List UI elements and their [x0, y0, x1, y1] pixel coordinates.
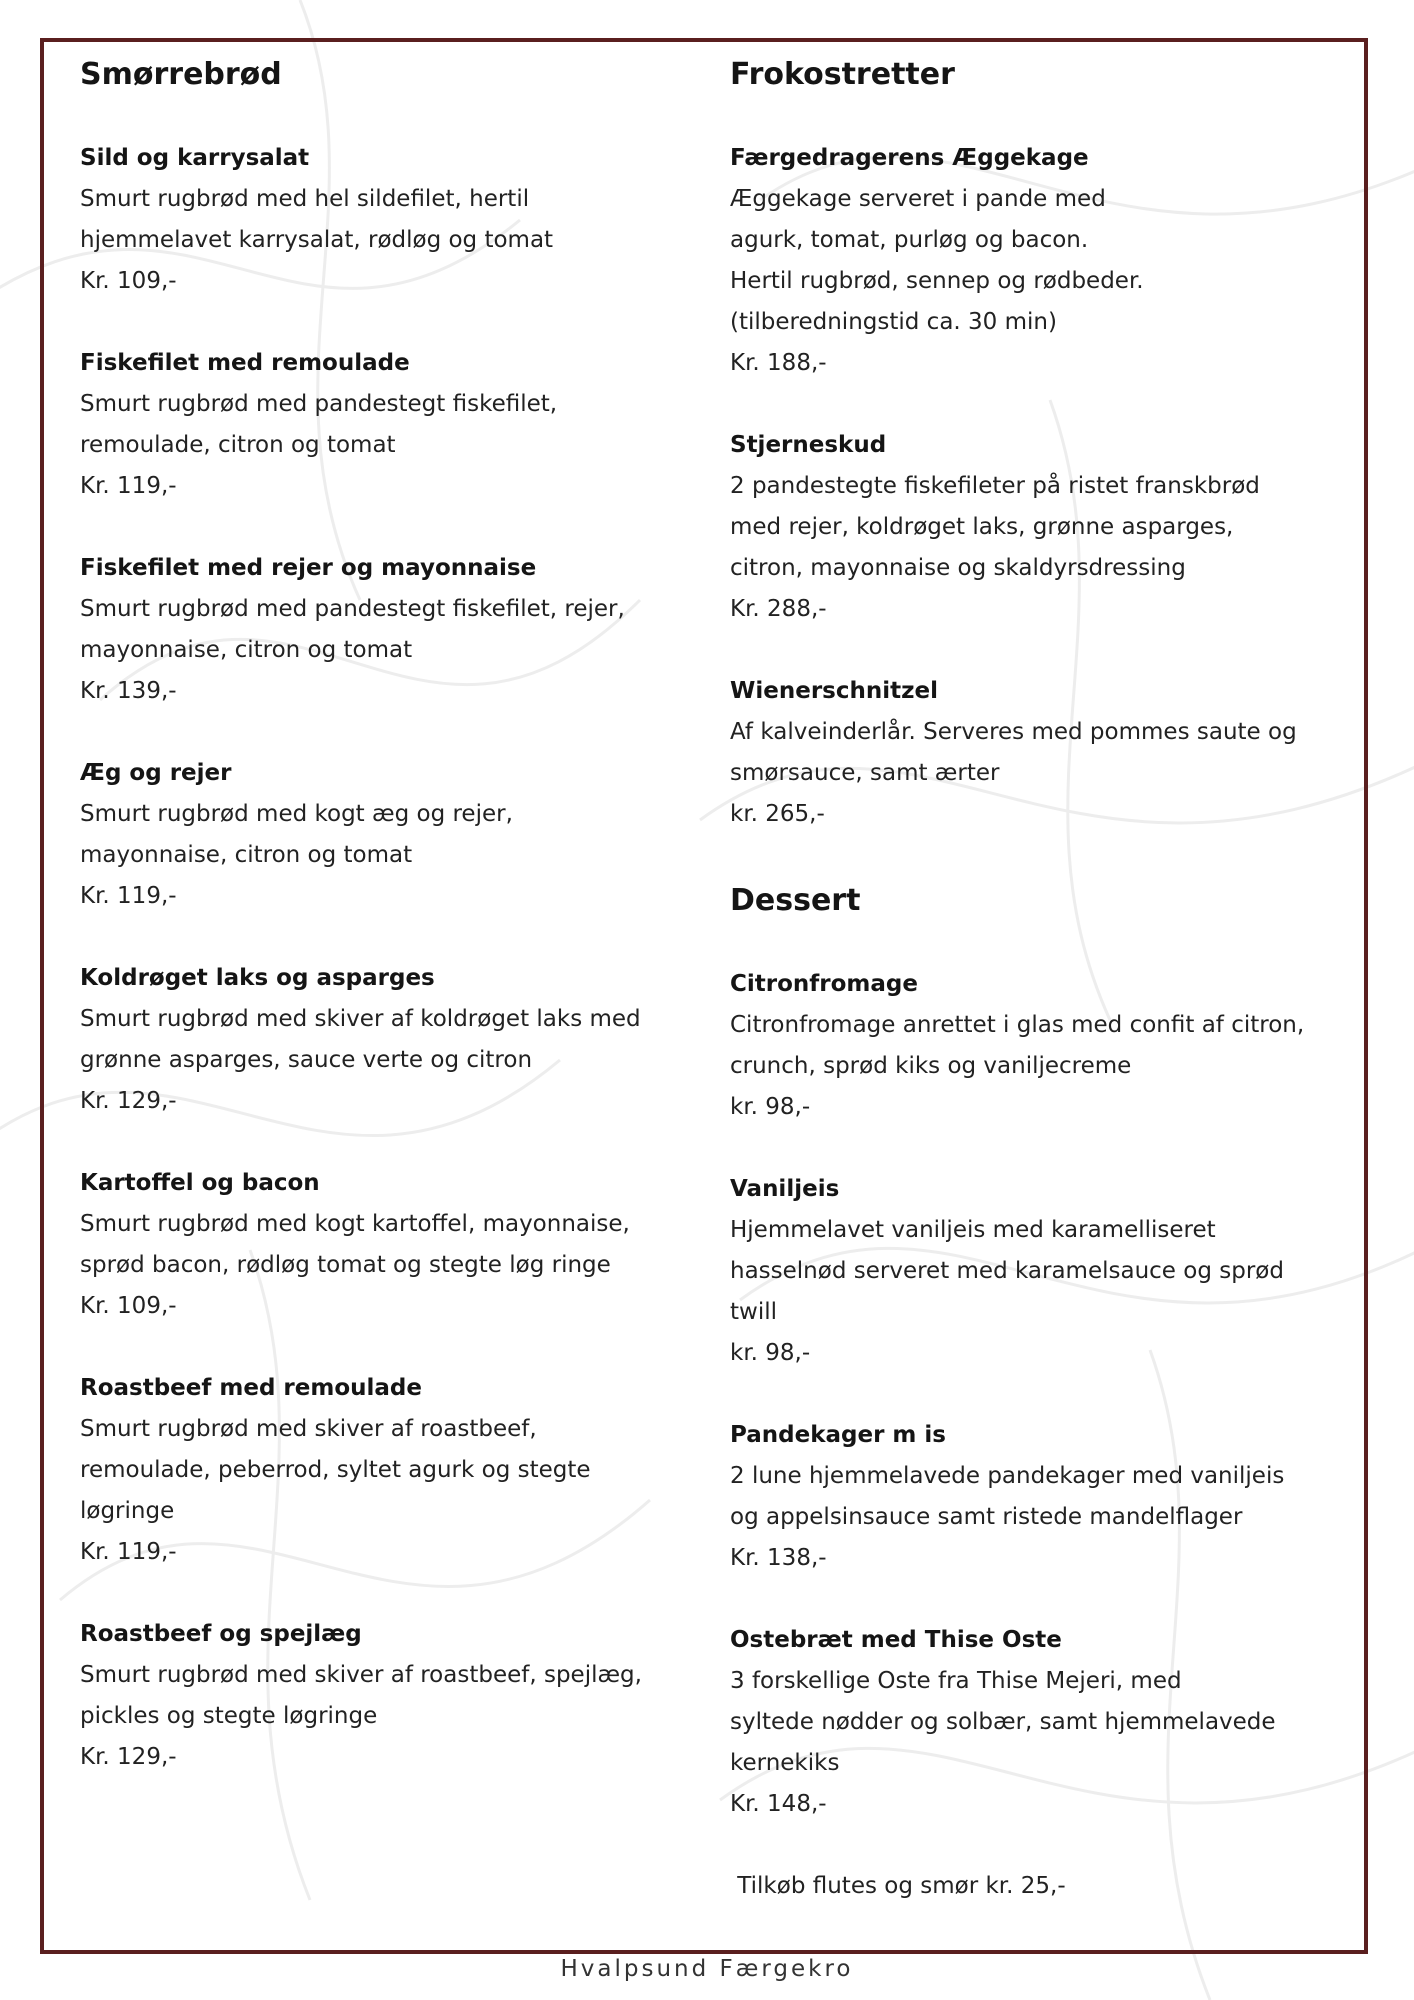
item-description: Smurt rugbrød med skiver af roastbeef, remoulade, peberrod, syltet agurk og stegte løgringe	[80, 1416, 591, 1524]
item-description: Smurt rugbrød med pandestegt fiskefilet, remoulade, citron og tomat	[80, 391, 558, 458]
menu-item	[80, 138, 710, 302]
item-price: Kr. 119,-	[80, 883, 177, 909]
item-name: Æg og rejer	[80, 760, 232, 786]
menu-item	[730, 138, 1360, 384]
menu-item	[730, 1415, 1360, 1579]
item-description: Smurt rugbrød med pandestegt fiskefilet, rejer, mayonnaise, citron og tomat	[80, 596, 625, 663]
item-price: Kr. 148,-	[730, 1791, 827, 1817]
item-price: Kr. 109,-	[80, 268, 177, 294]
item-price: Kr. 138,-	[730, 1545, 827, 1571]
smorrebrod-column	[80, 50, 710, 1778]
item-price: Kr. 129,-	[80, 1744, 177, 1770]
extras-note: Tilkøb flutes og smør kr. 25,-	[730, 1873, 1066, 1899]
menu-item	[730, 1169, 1360, 1374]
item-price: kr. 98,-	[730, 1340, 811, 1366]
item-price: Kr. 288,-	[730, 596, 827, 622]
item-name: Færgedragerens Æggekage	[730, 145, 1089, 171]
item-description: Smurt rugbrød med skiver af koldrøget laks med grønne asparges, sauce verte og citron	[80, 1006, 641, 1073]
item-price: kr. 265,-	[730, 801, 825, 827]
item-name: Roastbeef med remoulade	[80, 1375, 422, 1401]
item-price: Kr. 119,-	[80, 473, 177, 499]
item-description: 2 pandestegte fiskefileter på ristet franskbrød med rejer, koldrøget laks, grønne asparges, citron, mayonnaise og skaldyrsdressing	[730, 473, 1260, 581]
restaurant-name-footer: Hvalpsund Færgekro	[560, 1956, 854, 1982]
item-price: Kr. 109,-	[80, 1293, 177, 1319]
item-name: Stjerneskud	[730, 432, 887, 458]
item-description: Citronfromage anrettet i glas med confit af citron, crunch, sprød kiks og vaniljecreme	[730, 1012, 1305, 1079]
menu-item	[80, 753, 710, 917]
item-description: 2 lune hjemmelavede pandekager med vaniljeis og appelsinsauce samt ristede mandelflager	[730, 1463, 1285, 1530]
item-description: Æggekage serveret i pande med agurk, tomat, purløg og bacon. Hertil rugbrød, sennep og rødbeder. (tilberedningstid ca. 30 min)	[730, 186, 1144, 335]
section-title-smorrebrod: Smørrebrød	[80, 57, 282, 92]
menu-item	[730, 671, 1360, 835]
item-price: kr. 98,-	[730, 1094, 811, 1120]
item-price: Kr. 119,-	[80, 1539, 177, 1565]
item-description: 3 forskellige Oste fra Thise Mejeri, med syltede nødder og solbær, samt hjemmelavede kernekiks	[730, 1668, 1276, 1776]
item-name: Sild og karrysalat	[80, 145, 310, 171]
item-name: Fiskefilet med remoulade	[80, 350, 410, 376]
item-price: Kr. 129,-	[80, 1088, 177, 1114]
item-name: Citronfromage	[730, 971, 918, 997]
menu-item	[730, 1620, 1360, 1825]
item-price: Kr. 139,-	[80, 678, 177, 704]
item-name: Ostebræt med Thise Oste	[730, 1627, 1062, 1653]
section-title-dessert: Dessert	[730, 883, 861, 918]
item-name: Vaniljeis	[730, 1176, 840, 1202]
item-description: Af kalveinderlår. Serveres med pommes saute og smørsauce, samt ærter	[730, 719, 1297, 786]
menu-item	[730, 425, 1360, 630]
item-name: Fiskefilet med rejer og mayonnaise	[80, 555, 537, 581]
item-description: Smurt rugbrød med kogt æg og rejer, mayonnaise, citron og tomat	[80, 801, 513, 868]
item-price: Kr. 188,-	[730, 350, 827, 376]
item-name: Koldrøget laks og asparges	[80, 965, 435, 991]
item-name: Roastbeef og spejlæg	[80, 1621, 362, 1647]
menu-item	[80, 343, 710, 507]
menu-item	[80, 1163, 710, 1327]
item-name: Wienerschnitzel	[730, 678, 938, 704]
item-description: Smurt rugbrød med kogt kartoffel, mayonnaise, sprød bacon, rødløg tomat og stegte løg ringe	[80, 1211, 630, 1278]
item-description: Smurt rugbrød med hel sildefilet, hertil hjemmelavet karrysalat, rødløg og tomat	[80, 186, 554, 253]
menu-item	[730, 964, 1360, 1128]
item-description: Hjemmelavet vaniljeis med karamelliseret hasselnød serveret med karamelsauce og sprød twill	[730, 1217, 1284, 1325]
menu-item	[80, 1368, 710, 1573]
section-title-frokostretter: Frokostretter	[730, 57, 955, 92]
item-name: Pandekager m is	[730, 1422, 946, 1448]
menu-item	[80, 548, 710, 712]
frokost-dessert-column	[730, 50, 1360, 1907]
menu-item	[80, 1614, 710, 1778]
item-name: Kartoffel og bacon	[80, 1170, 320, 1196]
menu-item	[80, 958, 710, 1122]
item-description: Smurt rugbrød med skiver af roastbeef, spejlæg, pickles og stegte løgringe	[80, 1662, 642, 1729]
